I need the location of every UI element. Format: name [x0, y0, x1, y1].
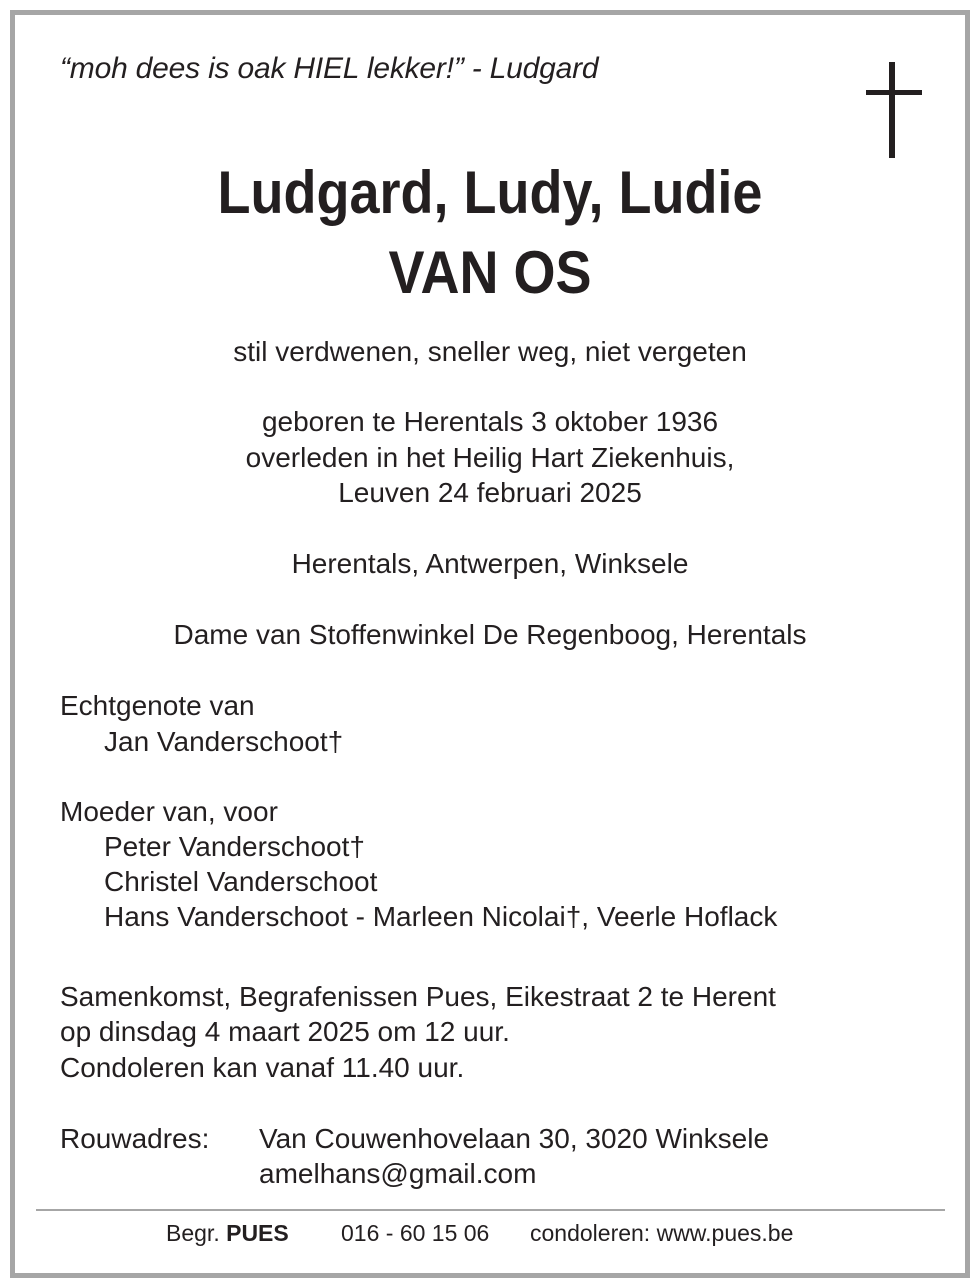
birth-line: geboren te Herentals 3 oktober 1936	[261, 406, 719, 437]
ceremony-line: Samenkomst, Begrafenissen Pues, Eikestraat 2 te Herent	[60, 981, 776, 1012]
surname: VAN OS	[388, 239, 592, 306]
cross-horizontal-bar	[866, 90, 922, 95]
address-email[interactable]: amelhans@gmail.com	[259, 1158, 537, 1189]
cross-vertical-bar	[889, 62, 895, 158]
death-line-1: overleden in het Heilig Hart Ziekenhuis,	[245, 442, 735, 473]
ceremony-line: Condoleren kan vanaf 11.40 uur.	[60, 1052, 465, 1083]
footer-phone: 016 - 60 15 06	[341, 1220, 490, 1246]
footer-company: PUES	[226, 1220, 289, 1246]
footer-prefix: Begr.	[166, 1220, 220, 1246]
death-line-2: Leuven 24 februari 2025	[338, 477, 642, 508]
occupation: Dame van Stoffenwinkel De Regenboog, Herentals	[173, 619, 807, 650]
child-item: Peter Vanderschoot†	[104, 831, 365, 862]
spouse-name: Jan Vanderschoot†	[104, 726, 344, 757]
children-label: Moeder van, voor	[60, 796, 278, 827]
first-names: Ludgard, Ludy, Ludie	[217, 159, 763, 226]
child-item: Hans Vanderschoot - Marleen Nicolai†, Veerle Hoflack	[104, 901, 778, 932]
spouse-label: Echtgenote van	[60, 690, 255, 721]
address-street: Van Couwenhovelaan 30, 3020 Winksele	[259, 1123, 770, 1154]
quote: “moh dees is oak HIEL lekker!” - Ludgard	[60, 52, 599, 85]
places: Herentals, Antwerpen, Winksele	[291, 548, 689, 579]
footer-condolence-link[interactable]: condoleren: www.pues.be	[530, 1220, 794, 1246]
footer-undertaker	[166, 1220, 289, 1247]
footer-divider	[36, 1209, 945, 1211]
motto: stil verdwenen, sneller weg, niet vergeten	[233, 336, 747, 367]
address-label: Rouwadres:	[60, 1123, 210, 1154]
ceremony-line: op dinsdag 4 maart 2025 om 12 uur.	[60, 1016, 510, 1047]
child-item: Christel Vanderschoot	[104, 866, 378, 897]
